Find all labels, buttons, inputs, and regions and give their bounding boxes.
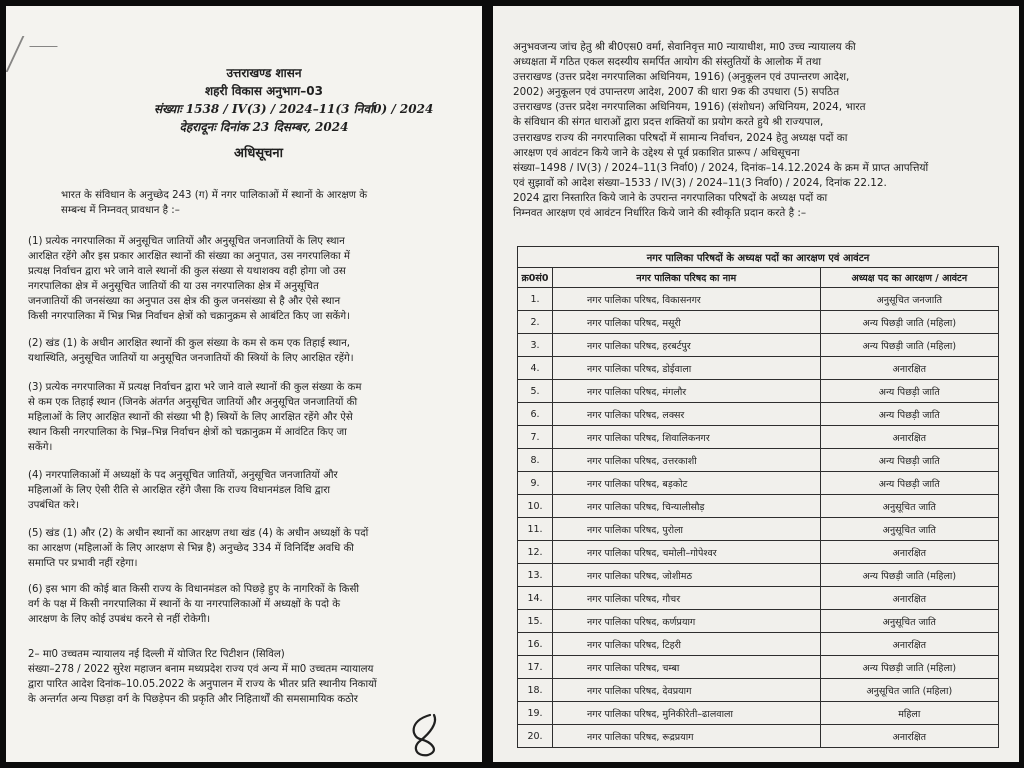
table-row [518,564,999,587]
reservation-table [517,246,999,748]
council-name-cell: नगर पालिका परिषद, चिन्यालीसौड़ [553,495,821,518]
paragraph-line: का आरक्षण (महिलाओं के लिए आरक्षण से भिन्न है) अनुच्छेद 334 में विनिर्दिष्ट अवधि की [28,543,354,555]
clause-4-paragraph [28,468,448,513]
govt-name: उत्तराखण्ड शासन [226,66,302,80]
section-name: शहरी विकास अनुभाग–03 [205,84,323,98]
table-row [518,725,999,748]
reservation-category-cell: अनारक्षित [820,357,998,380]
paragraph-line: (1) प्रत्येक नगरपालिका में अनुसूचित जातियों और अनुसूचित जनजातियों के लिए स्थान [28,236,345,247]
table-row [518,449,999,472]
table-row [518,495,999,518]
reservation-category-cell: अनारक्षित [820,541,998,564]
serial-number-cell: 8. [518,449,553,472]
serial-number-cell: 3. [518,334,553,357]
council-name-cell: नगर पालिका परिषद, विकासनगर [553,288,821,311]
reservation-category-cell: अन्य पिछड़ी जाति (महिला) [820,334,998,357]
reservation-category-cell: अन्य पिछड़ी जाति (महिला) [820,311,998,334]
paragraph-line: महिलाओं के लिए ऐसी रीति से आरक्षित रहेंगे जैसा कि राज्य विधानमंडल विधि द्वारा [28,485,331,497]
council-name-cell: नगर पालिका परिषद, पुरोला [553,518,821,541]
table-row [518,288,999,311]
paragraph-line: अनुभवजन्य जांच हेतु श्री बी0एस0 वर्मा, सेवानिवृत्त मा0 न्यायाधीश, मा0 उच्च न्यायालय की [513,41,856,53]
reservation-category-cell: अनुसूचित जनजाति [820,288,998,311]
table-row [518,633,999,656]
paragraph-line: (6) इस भाग की कोई बात किसी राज्य के विधानमंडल को पिछड़े हुए के नागरिकों के किसी [28,584,359,595]
table-row [518,426,999,449]
council-name-cell: नगर पालिका परिषद, देवप्रयाग [553,679,821,702]
paragraph-line: समाप्ति पर प्रभावी नहीं रहेगा। [28,558,138,570]
paragraph-line: से कम एक तिहाई स्थान (जिनके अंतर्गत अनुसूचित जातियों और अनुसूचित जनजातियों की [28,397,358,409]
paragraph-line: स्थान किसी नगरपालिका के भिन्न–भिन्न निर्वाचन क्षेत्रों को चक्रानुक्रम में आवंटित किए जा [28,427,347,439]
council-name-cell: नगर पालिका परिषद, उत्तरकाशी [553,449,821,472]
serial-number-cell: 19. [518,702,553,725]
paragraph-line: के संविधान की संगत धाराओं द्वारा प्रदत्त शक्तियों का प्रयोग करते हुये श्री राज्यपाल, [513,116,824,129]
paragraph-line: नगरपालिका क्षेत्र में अनुसूचित जातियों की या उस नगरपालिका क्षेत्र में अनुसूचित [28,281,319,293]
reservation-category-cell: अनुसूचित जाति [820,610,998,633]
council-name-cell: नगर पालिका परिषद, लक्सर [553,403,821,426]
table-row [518,679,999,702]
serial-number-cell: 11. [518,518,553,541]
table-row [518,702,999,725]
column-header-serial: क्र0सं0 [518,268,553,288]
paragraph-line: 2– मा0 उच्चतम न्यायालय नई दिल्ली में योजित रिट पिटीशन (सिविल) [28,649,285,660]
serial-number-cell: 17. [518,656,553,679]
table-title: नगर पालिका परिषदों के अध्यक्ष पदों का आरक्षण एवं आवंटन [518,247,999,268]
intro-paragraph [61,188,451,219]
serial-number-cell: 16. [518,633,553,656]
paragraph-line: अध्यक्षता में गठित एकल सदस्यीय समर्पित आयोग की संस्तुतियों के आलोक में तथा [513,56,822,69]
reservation-category-cell: अन्य पिछड़ी जाति (महिला) [820,656,998,679]
council-name-cell: नगर पालिका परिषद, शिवालिकनगर [553,426,821,449]
paragraph-line: (4) नगरपालिकाओं में अध्यक्षों के पद अनुसूचित जातियों, अनुसूचित जनजातियों और [28,470,338,481]
table-row [518,541,999,564]
paragraph-line: जनजातियों की जनसंख्या का अनुपात उस क्षेत्र की कुल जनसंख्या से है और ऐसे स्थान [28,296,341,308]
council-name-cell: नगर पालिका परिषद, टिहरी [553,633,821,656]
clause-6-paragraph [28,582,448,627]
paragraph-line: उत्तराखण्ड राज्य की नगरपालिका परिषदों में सामान्य निर्वाचन, 2024 हेतु अध्यक्ष पदों का [513,131,848,144]
paragraph-line: आरक्षित रहेंगे और इस प्रकार आरक्षित स्थानों की संख्या का अनुपात, उस नगरपालिका में [28,251,350,263]
reference-number: संख्याः 1538 / IV(3) / 2024–11(3 निर्वा0) / 2024 [154,102,434,116]
council-name-cell: नगर पालिका परिषद, चमोली–गोपेश्वर [553,541,821,564]
council-name-cell: नगर पालिका परिषद, मुनिकीरेती–ढालवाला [553,702,821,725]
paragraph-line: (3) प्रत्येक नगरपालिका में प्रत्यक्ष निर्वाचन द्वारा भरे जाने वाले स्थानों की कुल संख्या के कम [28,382,362,393]
council-name-cell: नगर पालिका परिषद, रूद्रप्रयाग [553,725,821,748]
reservation-category-cell: अन्य पिछड़ी जाति [820,380,998,403]
date-line: देहरादूनः दिनांक 23 दिसम्बर, 2024 [179,120,349,134]
council-name-cell: नगर पालिका परिषद, मसूरी [553,311,821,334]
table-row [518,472,999,495]
pen-mark [6,36,64,72]
table-row [518,403,999,426]
table-row [518,518,999,541]
paragraph-line: प्रत्यक्ष निर्वाचन द्वारा भरे जाने वाले स्थानों की कुल संख्या से यथाशक्य वही होगा जो उस [28,266,346,278]
paragraph-line: संख्या–278 / 2022 सुरेश महाजन बनाम मध्यप्रदेश राज्य एवं अन्य में मा0 उच्चतम न्यायालय [28,664,374,676]
paragraph-line: भारत के संविधान के अनुच्छेद 243 (ग) में नगर पालिकाओं में स्थानों के आरक्षण के [61,190,368,201]
council-name-cell: नगर पालिका परिषद, हरबर्टपुर [553,334,821,357]
table-row [518,334,999,357]
reservation-category-cell: महिला [820,702,998,725]
serial-number-cell: 4. [518,357,553,380]
council-name-cell: नगर पालिका परिषद, जोशीमठ [553,564,821,587]
paragraph-line: (2) खंड (1) के अधीन आरक्षित स्थानों की कुल संख्या के कम से कम एक तिहाई स्थान, [28,338,351,349]
clause-3-paragraph [28,380,448,455]
paragraph-line: द्वारा पारित आदेश दिनांक–10.05.2022 के अनुपालन में राज्य के भीतर प्रति स्थानीय निकायों [28,679,377,691]
paragraph-line: 2002) अनुकूलन एवं उपान्तरण आदेश, 2007 की धारा 9क की उपधारा (5) सपठित [513,86,840,99]
column-header-reservation: अध्यक्ष पद का आरक्षण / आवंटन [820,268,998,288]
council-name-cell: नगर पालिका परिषद, चम्बा [553,656,821,679]
reservation-category-cell: अनुसूचित जाति [820,495,998,518]
serial-number-cell: 12. [518,541,553,564]
paragraph-line: एवं सुझावों को आदेश संख्या–1533 / IV(3) / 2024–11(3 निर्वा0) / 2024, दिनांक 22.12. [513,176,887,189]
clause-1-paragraph [28,234,448,325]
serial-number-cell: 18. [518,679,553,702]
paragraph-line: सम्बन्ध में निम्नवत् प्रावधान है :– [61,205,180,217]
reservation-category-cell: अनारक्षित [820,426,998,449]
reservation-category-cell: अनुसूचित जाति (महिला) [820,679,998,702]
reservation-category-cell: अनारक्षित [820,633,998,656]
serial-number-cell: 14. [518,587,553,610]
serial-number-cell: 9. [518,472,553,495]
notification-title: अधिसूचना [234,146,283,161]
paragraph-line: उत्तराखण्ड (उत्तर प्रदेश नगरपालिका अधिनियम, 1916) (अनुकूलन एवं उपान्तरण आदेश, [513,71,850,84]
council-name-cell: नगर पालिका परिषद, गौचर [553,587,821,610]
council-name-cell: नगर पालिका परिषद, बड़कोट [553,472,821,495]
reservation-category-cell: अनुसूचित जाति [820,518,998,541]
paragraph-line: के अन्तर्गत अन्य पिछड़ा वर्ग के पिछड़ेपन की प्रकृति और निहितार्थों की समसामायिक कठोर [28,694,358,706]
paragraph-line: आरक्षण के लिए कोई उपबंध करने से नहीं रोकेगी। [28,614,211,626]
table-row [518,587,999,610]
reservation-category-cell: अनारक्षित [820,587,998,610]
clause-5-paragraph [28,526,448,571]
section-2-paragraph [28,647,448,707]
paragraph-line: निम्नवत आरक्षण एवं आवंटन निर्धारित किये जाने की स्वीकृति प्रदान करते है :– [513,207,807,220]
paragraph-line: सकेंगे। [28,442,53,454]
reservation-category-cell: अन्य पिछड़ी जाति [820,403,998,426]
serial-number-cell: 15. [518,610,553,633]
continued-paragraph [513,40,993,221]
left-document-page [6,6,482,762]
paragraph-line: उपबंधित करे। [28,500,79,512]
clause-2-paragraph [28,336,448,366]
handwritten-signature [390,711,452,759]
table-row [518,656,999,679]
paragraph-line: संख्या–1498 / IV(3) / 2024–11(3 निर्वा0) / 2024, दिनांक–14.12.2024 के क्रम में प्राप्त आपत्तियों [513,161,929,174]
serial-number-cell: 7. [518,426,553,449]
paragraph-line: किसी नगरपालिका में भिन्न भिन्न निर्वाचन क्षेत्रों को चक्रानुक्रम से आबंटित किए जा सकेंगे। [28,311,350,323]
council-name-cell: नगर पालिका परिषद, मंगलौर [553,380,821,403]
table-row [518,610,999,633]
reservation-category-cell: अन्य पिछड़ी जाति [820,472,998,495]
serial-number-cell: 10. [518,495,553,518]
paragraph-line: आरक्षण एवं आवंटन किये जाने के उद्देश्य से पूर्व प्रकाशित प्रारूप / अधिसूचना [513,146,800,159]
paragraph-line: यथास्थिति, अनुसूचित जातियों या अनुसूचित जनजातियों की स्त्रियों के लिए आरक्षित रहेंगे। [28,353,354,365]
paragraph-line: (5) खंड (1) और (2) के अधीन स्थानों का आरक्षण तथा खंड (4) के अधीन अध्यक्षों के पदों [28,528,369,539]
reservation-category-cell: अन्य पिछड़ी जाति [820,449,998,472]
serial-number-cell: 20. [518,725,553,748]
paragraph-line: महिलाओं के लिए आरक्षित स्थानों की संख्या भी है) स्त्रियों के लिए आरक्षित रहेंगे और ऐसे [28,412,353,424]
serial-number-cell: 6. [518,403,553,426]
paragraph-line: उत्तराखण्ड (उत्तर प्रदेश नगरपालिका अधिनियम, 1916) (संशोधन) अधिनियम, 2024, भारत [513,101,866,114]
paragraph-line: वर्ग के पक्ष में किसी नगरपालिका में स्थानों के या नगरपालिकाओं में अध्यक्षों के पदो के [28,599,341,611]
reservation-category-cell: अन्य पिछड़ी जाति (महिला) [820,564,998,587]
serial-number-cell: 2. [518,311,553,334]
serial-number-cell: 13. [518,564,553,587]
table-body [518,288,999,748]
reservation-category-cell: अनारक्षित [820,725,998,748]
council-name-cell: नगर पालिका परिषद, डोईवाला [553,357,821,380]
serial-number-cell: 1. [518,288,553,311]
council-name-cell: नगर पालिका परिषद, कर्णप्रयाग [553,610,821,633]
table-row [518,380,999,403]
serial-number-cell: 5. [518,380,553,403]
paragraph-line: 2024 द्वारा निस्तारित किये जाने के उपरान्त नगरपालिका परिषदों के अध्यक्ष पदों का [513,191,828,204]
table-row [518,357,999,380]
column-header-council-name: नगर पालिका परिषद का नाम [553,268,821,288]
document-header [154,64,434,136]
table-row [518,311,999,334]
